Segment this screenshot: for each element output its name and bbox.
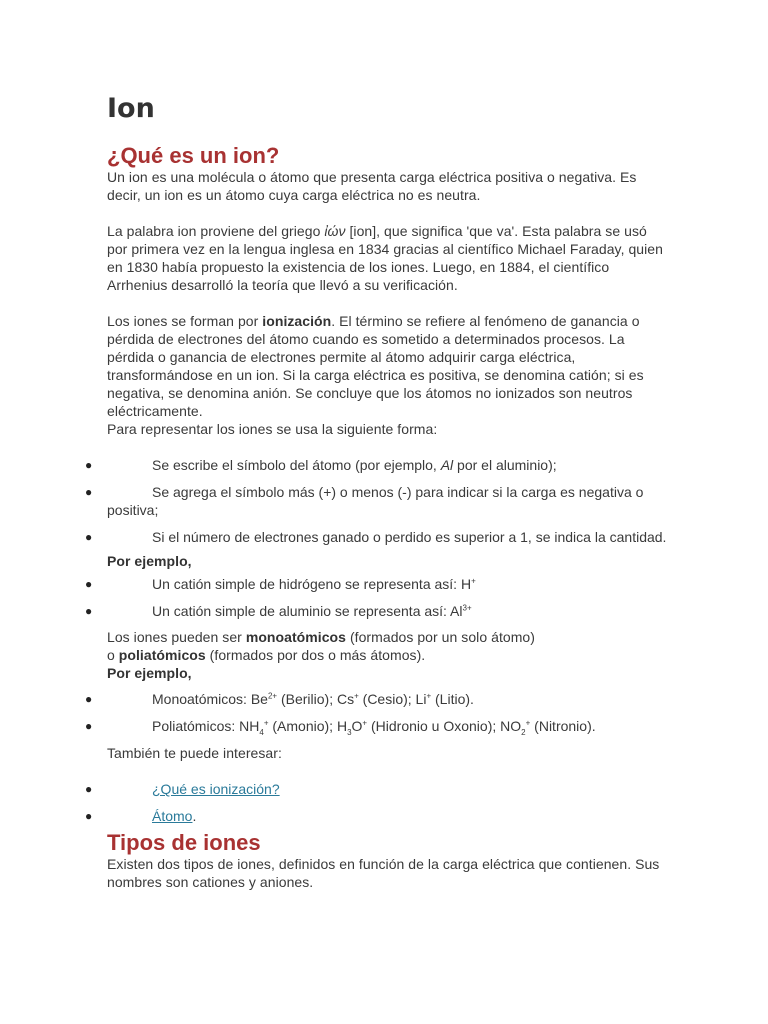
charge-superscript: + xyxy=(362,718,368,728)
types-text-c: o xyxy=(107,647,119,663)
etymology-text-b: [ion], que significa 'que va'. Esta palabra se usó por primera vez en la lengua inglesa en 1834 gracias al científico Michael Faraday, quien en 1830 había propuesto la existencia de los iones. Luego, en 1884, el científico Arrhenius desarrolló la teoría que llevó a su verificación. xyxy=(107,223,663,293)
count-subscript: 3 xyxy=(347,727,352,737)
monoatomic-term: monoatómicos xyxy=(245,629,346,645)
example-text: Un catión simple de hidrógeno se representa así: H xyxy=(152,576,472,592)
paragraph-etymology xyxy=(107,222,667,294)
paragraph-representation: Para representar los iones se usa la siguiente forma: xyxy=(107,421,438,437)
bullet-icon: ● xyxy=(85,604,93,618)
list-item xyxy=(85,780,667,798)
link-suffix: . xyxy=(192,808,197,824)
mono-be-name: (Berilio); Cs xyxy=(277,691,355,707)
paragraph-types-line1 xyxy=(107,628,667,646)
list-item xyxy=(85,807,667,825)
rules-list xyxy=(85,456,667,546)
ionization-text-a: Los iones se forman por xyxy=(107,313,263,329)
poli-no-name: (Nitronio). xyxy=(530,718,596,734)
bullet-icon: ● xyxy=(85,530,93,544)
paragraph-ionization xyxy=(107,312,667,420)
link-que-es-ionizacion[interactable]: ¿Qué es ionización? xyxy=(152,781,280,797)
charge-superscript: + xyxy=(471,576,476,586)
ion-examples-list xyxy=(85,690,667,737)
poli-label: Poliatómicos: NH xyxy=(152,718,260,734)
related-links-list xyxy=(85,780,667,825)
list-item xyxy=(85,483,667,519)
page-title: Ion xyxy=(107,93,155,124)
types-text-d: (formados por dos o más átomos). xyxy=(205,647,426,663)
polyatomic-term: poliatómicos xyxy=(118,647,206,663)
bullet-icon: ● xyxy=(85,692,93,706)
example-label: Por ejemplo, xyxy=(107,553,192,569)
example-label: Por ejemplo, xyxy=(107,665,192,681)
rule-text: Se agrega el símbolo más (+) o menos (-) para indicar si la carga es negativa o positiva; xyxy=(107,484,644,518)
list-item-monoatomic xyxy=(85,690,667,708)
etymology-text-a: La palabra ion proviene del griego xyxy=(107,223,325,239)
count-subscript: 2 xyxy=(521,727,526,737)
bullet-icon: ● xyxy=(85,458,93,472)
list-item xyxy=(85,575,667,593)
example-text: Un catión simple de aluminio se representa así: Al xyxy=(152,603,463,619)
section-heading-tipos: Tipos de iones xyxy=(107,830,261,855)
rule-text-a: Se escribe el símbolo del átomo (por ejemplo, xyxy=(152,457,441,473)
document-page xyxy=(85,88,667,891)
ionization-term: ionización xyxy=(262,313,332,329)
rule-text-b: por el aluminio); xyxy=(453,457,557,473)
poli-o: O xyxy=(351,718,363,734)
mono-cs-name: (Cesio); Li xyxy=(358,691,427,707)
rule-symbol: Al xyxy=(440,457,454,473)
mono-label: Monoatómicos: Be xyxy=(152,691,268,707)
poli-h-name: (Hidronio u Oxonio); NO xyxy=(367,718,522,734)
charge-superscript: + xyxy=(354,691,359,701)
types-text-b: (formados por un solo átomo) xyxy=(346,629,535,645)
charge-superscript: 2+ xyxy=(267,691,278,701)
paragraph-types-line2 xyxy=(107,646,667,664)
bullet-icon: ● xyxy=(85,719,93,733)
examples-list xyxy=(85,575,667,620)
bullet-icon: ● xyxy=(85,809,93,823)
paragraph-definition: Un ion es una molécula o átomo que presenta carga eléctrica positiva o negativa. Es decir, un ion es un átomo cuya carga eléctrica no es neutra. xyxy=(107,169,637,203)
charge-superscript: + xyxy=(525,718,531,728)
bullet-icon: ● xyxy=(85,485,93,499)
bullet-icon: ● xyxy=(85,577,93,591)
also-interested-label: También te puede interesar: xyxy=(107,745,282,761)
list-item xyxy=(85,602,667,620)
poli-nh-name: (Amonio); H xyxy=(268,718,348,734)
list-item-polyatomic xyxy=(85,717,667,737)
list-item xyxy=(85,528,667,546)
charge-superscript: + xyxy=(426,691,432,701)
list-item xyxy=(85,456,667,474)
bullet-icon: ● xyxy=(85,782,93,796)
rule-text: Si el número de electrones ganado o perdido es superior a 1, se indica la cantidad. xyxy=(152,529,667,545)
paragraph-tipos: Existen dos tipos de iones, definidos en función de la carga eléctrica que contienen. Sus nombres son cationes y aniones. xyxy=(107,856,660,890)
greek-word: ἰών xyxy=(324,223,346,239)
types-text-a: Los iones pueden ser xyxy=(107,629,246,645)
charge-superscript: 3+ xyxy=(462,603,472,613)
charge-superscript: + xyxy=(263,718,269,728)
ionization-text-b: . El término se refiere al fenómeno de ganancia o pérdida de electrones del átomo cuando es sometido a determinados procesos. La pérdida o ganancia de electrones permite al átomo adquirir carga eléctrica, transformándose en un ion. Si la carga eléctrica es positiva, se denomina catión; si es negativa, se denomina anión. Se concluye que los átomos no ionizados son neutros eléctricamente. xyxy=(107,313,644,419)
link-atomo[interactable]: Átomo xyxy=(152,808,193,824)
section-heading-que-es: ¿Qué es un ion? xyxy=(107,143,280,168)
mono-li-name: (Litio). xyxy=(431,691,474,707)
count-subscript: 4 xyxy=(259,727,264,737)
